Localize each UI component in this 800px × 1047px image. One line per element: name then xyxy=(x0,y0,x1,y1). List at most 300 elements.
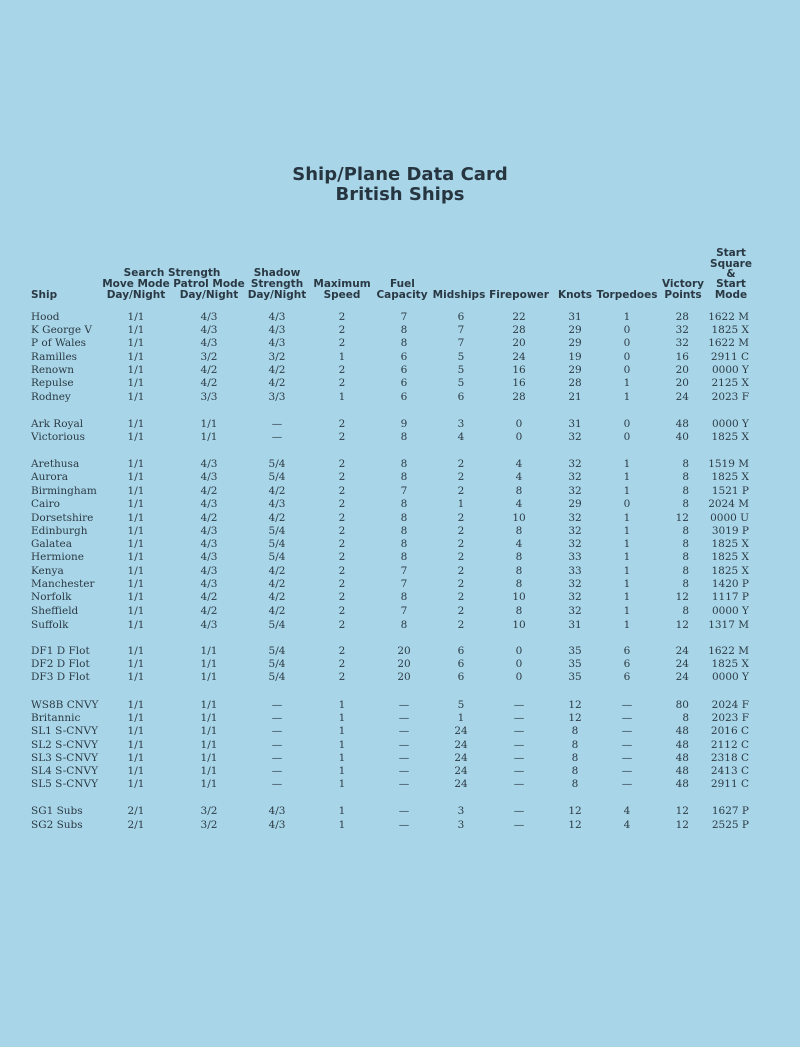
cell-victory-points: 24 xyxy=(675,391,689,403)
cell-move-mode: 1/1 xyxy=(127,485,145,497)
cell-ship-name: Britannic xyxy=(31,712,81,724)
cell-start-square: 1825 X xyxy=(711,471,749,483)
cell-max-speed: 2 xyxy=(338,551,346,563)
cell-move-mode: 1/1 xyxy=(127,778,145,790)
cell-start-square: 1627 P xyxy=(711,805,749,817)
cell-move-mode: 1/1 xyxy=(127,752,145,764)
cell-knots: 28 xyxy=(568,377,582,389)
cell-knots: 32 xyxy=(568,471,582,483)
cell-midships: 3 xyxy=(457,805,465,817)
cell-midships: 2 xyxy=(457,525,465,537)
header-shadow-2: Strength xyxy=(250,278,304,290)
cell-firepower: 28 xyxy=(512,391,526,403)
cell-patrol-mode: 4/3 xyxy=(200,324,218,336)
cell-patrol-mode: 4/3 xyxy=(200,498,218,510)
cell-move-mode: 1/1 xyxy=(127,658,145,670)
header-fuel-2: Capacity xyxy=(376,289,428,301)
cell-knots: 29 xyxy=(568,364,582,376)
header-ship: Ship xyxy=(31,289,58,301)
cell-knots: 32 xyxy=(568,512,582,524)
cell-victory-points: 8 xyxy=(682,525,689,537)
cell-fuel-capacity: 8 xyxy=(400,512,408,524)
cell-victory-points: 24 xyxy=(675,645,689,657)
cell-move-mode: 1/1 xyxy=(127,538,145,550)
cell-victory-points: 8 xyxy=(682,458,689,470)
cell-victory-points: 80 xyxy=(675,699,689,711)
cell-knots: 35 xyxy=(568,658,582,670)
cell-start-square: 1117 P xyxy=(711,591,749,603)
cell-move-mode: 1/1 xyxy=(127,418,145,430)
cell-fuel-capacity: 8 xyxy=(400,337,408,349)
cell-shadow-strength: 4/3 xyxy=(268,337,286,349)
cell-patrol-mode: 1/1 xyxy=(200,712,218,724)
cell-fuel-capacity: 8 xyxy=(400,471,408,483)
cell-victory-points: 8 xyxy=(682,471,689,483)
cell-midships: 1 xyxy=(457,498,465,510)
cell-torpedoes: 6 xyxy=(623,658,631,670)
cell-max-speed: 2 xyxy=(338,418,346,430)
cell-firepower: 8 xyxy=(515,605,523,617)
cell-max-speed: 2 xyxy=(338,512,346,524)
cell-move-mode: 1/1 xyxy=(127,431,145,443)
cell-midships: 6 xyxy=(457,671,465,683)
cell-ship-name: SL4 S-CNVY xyxy=(31,765,99,777)
cell-midships: 3 xyxy=(457,819,465,831)
cell-firepower: 8 xyxy=(515,565,523,577)
cell-max-speed: 2 xyxy=(338,364,346,376)
header-knots: Knots xyxy=(557,289,593,301)
cell-max-speed: 2 xyxy=(338,619,346,631)
cell-knots: 33 xyxy=(568,565,582,577)
cell-torpedoes: 1 xyxy=(623,471,631,483)
cell-victory-points: 48 xyxy=(675,418,689,430)
cell-ship-name: Rodney xyxy=(31,391,71,403)
cell-knots: 32 xyxy=(568,538,582,550)
cell-shadow-strength: — xyxy=(271,431,283,443)
cell-torpedoes: 0 xyxy=(623,351,631,363)
cell-midships: 7 xyxy=(457,324,465,336)
cell-patrol-mode: 4/3 xyxy=(200,311,218,323)
cell-shadow-strength: 3/2 xyxy=(268,351,286,363)
cell-torpedoes: — xyxy=(621,765,633,777)
cell-ship-name: Norfolk xyxy=(31,591,72,603)
cell-max-speed: 1 xyxy=(338,712,346,724)
cell-shadow-strength: — xyxy=(271,725,283,737)
cell-move-mode: 1/1 xyxy=(127,671,145,683)
cell-patrol-mode: 4/3 xyxy=(200,565,218,577)
cell-victory-points: 8 xyxy=(682,485,689,497)
cell-firepower: 10 xyxy=(512,512,526,524)
cell-midships: 24 xyxy=(454,778,468,790)
cell-fuel-capacity: — xyxy=(398,739,410,751)
cell-ship-name: DF2 D Flot xyxy=(31,658,90,670)
cell-torpedoes: 1 xyxy=(623,485,631,497)
cell-torpedoes: 0 xyxy=(623,498,631,510)
cell-start-square: 0000 Y xyxy=(712,418,749,430)
cell-patrol-mode: 1/1 xyxy=(200,752,218,764)
cell-victory-points: 12 xyxy=(675,619,689,631)
header-fuel-1: Fuel xyxy=(390,278,415,290)
cell-knots: 31 xyxy=(568,311,582,323)
cell-patrol-mode: 1/1 xyxy=(200,658,218,670)
cell-max-speed: 1 xyxy=(338,699,346,711)
cell-torpedoes: 1 xyxy=(623,391,631,403)
cell-move-mode: 1/1 xyxy=(127,458,145,470)
cell-fuel-capacity: 7 xyxy=(400,565,408,577)
cell-firepower: 8 xyxy=(515,551,523,563)
cell-firepower: 0 xyxy=(515,671,523,683)
cell-shadow-strength: 4/3 xyxy=(268,311,286,323)
cell-shadow-strength: 5/4 xyxy=(268,538,286,550)
cell-knots: 32 xyxy=(568,578,582,590)
cell-knots: 32 xyxy=(568,525,582,537)
cell-firepower: 10 xyxy=(512,619,526,631)
cell-ship-name: Renown xyxy=(31,364,74,376)
cell-patrol-mode: 1/1 xyxy=(200,645,218,657)
cell-knots: 33 xyxy=(568,551,582,563)
cell-midships: 2 xyxy=(457,512,465,524)
cell-shadow-strength: 4/2 xyxy=(268,565,286,577)
cell-start-square: 2024 F xyxy=(711,699,749,711)
cell-fuel-capacity: — xyxy=(398,765,410,777)
cell-midships: 4 xyxy=(457,431,465,443)
cell-ship-name: Repulse xyxy=(31,377,74,389)
cell-move-mode: 1/1 xyxy=(127,391,145,403)
cell-move-mode: 1/1 xyxy=(127,551,145,563)
cell-torpedoes: 0 xyxy=(623,364,631,376)
cell-shadow-strength: 5/4 xyxy=(268,671,286,683)
cell-torpedoes: 6 xyxy=(623,645,631,657)
header-move-mode-sub: Day/Night xyxy=(106,289,166,301)
cell-fuel-capacity: 8 xyxy=(400,591,408,603)
cell-knots: 32 xyxy=(568,431,582,443)
cell-midships: 5 xyxy=(457,377,465,389)
cell-ship-name: SL5 S-CNVY xyxy=(31,778,99,790)
cell-patrol-mode: 1/1 xyxy=(200,739,218,751)
cell-firepower: 22 xyxy=(512,311,526,323)
cell-fuel-capacity: — xyxy=(398,805,410,817)
cell-patrol-mode: 4/2 xyxy=(200,605,218,617)
cell-fuel-capacity: 8 xyxy=(400,498,408,510)
cell-firepower: 8 xyxy=(515,485,523,497)
cell-torpedoes: — xyxy=(621,778,633,790)
cell-move-mode: 1/1 xyxy=(127,725,145,737)
cell-firepower: 0 xyxy=(515,645,523,657)
cell-max-speed: 1 xyxy=(338,752,346,764)
cell-ship-name: P of Wales xyxy=(31,337,87,349)
cell-shadow-strength: 4/2 xyxy=(268,605,286,617)
cell-shadow-strength: 4/2 xyxy=(268,485,286,497)
cell-fuel-capacity: 20 xyxy=(397,671,411,683)
cell-torpedoes: 0 xyxy=(623,337,631,349)
cell-max-speed: 2 xyxy=(338,658,346,670)
cell-fuel-capacity: 7 xyxy=(400,578,408,590)
cell-victory-points: 48 xyxy=(675,778,689,790)
cell-fuel-capacity: 8 xyxy=(400,551,408,563)
cell-fuel-capacity: 6 xyxy=(400,377,408,389)
cell-move-mode: 1/1 xyxy=(127,645,145,657)
title-line-1: Ship/Plane Data Card xyxy=(292,164,508,185)
cell-start-square: 2112 C xyxy=(710,739,749,751)
header-move-mode: Move Mode xyxy=(102,278,170,290)
cell-midships: 2 xyxy=(457,551,465,563)
cell-ship-name: Edinburgh xyxy=(31,525,88,537)
cell-torpedoes: 4 xyxy=(623,805,631,817)
cell-midships: 24 xyxy=(454,765,468,777)
cell-patrol-mode: 4/3 xyxy=(200,471,218,483)
cell-start-square: 2024 M xyxy=(708,498,749,510)
cell-max-speed: 2 xyxy=(338,311,346,323)
cell-firepower: 8 xyxy=(515,525,523,537)
cell-ship-name: DF1 D Flot xyxy=(31,645,90,657)
cell-knots: 32 xyxy=(568,458,582,470)
cell-max-speed: 2 xyxy=(338,578,346,590)
cell-start-square: 0000 Y xyxy=(712,671,749,683)
header-start-3: & xyxy=(726,268,736,280)
cell-victory-points: 48 xyxy=(675,739,689,751)
cell-firepower: — xyxy=(513,805,525,817)
cell-firepower: — xyxy=(513,819,525,831)
cell-torpedoes: — xyxy=(621,712,633,724)
cell-ship-name: Manchester xyxy=(31,578,95,590)
cell-ship-name: SL3 S-CNVY xyxy=(31,752,99,764)
cell-knots: 29 xyxy=(568,337,582,349)
cell-max-speed: 2 xyxy=(338,565,346,577)
cell-firepower: 0 xyxy=(515,418,523,430)
cell-midships: 6 xyxy=(457,658,465,670)
cell-fuel-capacity: — xyxy=(398,778,410,790)
cell-torpedoes: 6 xyxy=(623,671,631,683)
cell-midships: 5 xyxy=(457,364,465,376)
cell-midships: 1 xyxy=(457,712,465,724)
cell-torpedoes: 1 xyxy=(623,377,631,389)
cell-patrol-mode: 4/3 xyxy=(200,525,218,537)
cell-move-mode: 1/1 xyxy=(127,471,145,483)
cell-patrol-mode: 4/3 xyxy=(200,458,218,470)
cell-firepower: 4 xyxy=(515,498,523,510)
cell-move-mode: 1/1 xyxy=(127,619,145,631)
header-victory-2: Points xyxy=(664,289,702,301)
cell-shadow-strength: 4/2 xyxy=(268,591,286,603)
cell-fuel-capacity: 8 xyxy=(400,458,408,470)
cell-shadow-strength: — xyxy=(271,699,283,711)
cell-max-speed: 2 xyxy=(338,671,346,683)
cell-knots: 32 xyxy=(568,605,582,617)
cell-start-square: 3019 P xyxy=(711,525,749,537)
cell-midships: 5 xyxy=(457,699,465,711)
cell-midships: 24 xyxy=(454,725,468,737)
cell-ship-name: Victorious xyxy=(31,431,86,443)
header-shadow-1: Shadow xyxy=(253,267,301,279)
cell-move-mode: 1/1 xyxy=(127,498,145,510)
cell-move-mode: 1/1 xyxy=(127,712,145,724)
cell-torpedoes: 1 xyxy=(623,551,631,563)
cell-start-square: 0000 Y xyxy=(712,364,749,376)
cell-knots: 19 xyxy=(568,351,582,363)
cell-firepower: 4 xyxy=(515,538,523,550)
cell-fuel-capacity: 8 xyxy=(400,619,408,631)
cell-start-square: 1420 P xyxy=(711,578,749,590)
cell-max-speed: 2 xyxy=(338,605,346,617)
cell-midships: 24 xyxy=(454,752,468,764)
cell-ship-name: SG2 Subs xyxy=(31,819,83,831)
cell-start-square: 1519 M xyxy=(708,458,749,470)
cell-midships: 6 xyxy=(457,645,465,657)
cell-start-square: 1825 X xyxy=(711,658,749,670)
cell-ship-name: Suffolk xyxy=(31,619,69,631)
cell-knots: 8 xyxy=(571,752,579,764)
cell-patrol-mode: 1/1 xyxy=(200,765,218,777)
cell-torpedoes: — xyxy=(621,752,633,764)
cell-fuel-capacity: 8 xyxy=(400,324,408,336)
cell-torpedoes: 1 xyxy=(623,512,631,524)
cell-knots: 35 xyxy=(568,671,582,683)
header-firepower: Firepower xyxy=(489,289,549,301)
cell-start-square: 1825 X xyxy=(711,551,749,563)
header-midships: Midships xyxy=(432,289,486,301)
cell-move-mode: 1/1 xyxy=(127,324,145,336)
cell-patrol-mode: 3/3 xyxy=(200,391,218,403)
cell-victory-points: 12 xyxy=(675,512,689,524)
cell-victory-points: 20 xyxy=(675,377,689,389)
cell-victory-points: 8 xyxy=(682,712,689,724)
cell-ship-name: Ark Royal xyxy=(31,418,84,430)
cell-firepower: — xyxy=(513,725,525,737)
header-patrol-mode-sub: Day/Night xyxy=(179,289,239,301)
cell-victory-points: 24 xyxy=(675,658,689,670)
cell-move-mode: 1/1 xyxy=(127,311,145,323)
cell-shadow-strength: — xyxy=(271,712,283,724)
cell-firepower: — xyxy=(513,765,525,777)
header-search-strength: Search Strength xyxy=(123,267,221,279)
cell-midships: 2 xyxy=(457,578,465,590)
cell-patrol-mode: 3/2 xyxy=(200,819,218,831)
header-start-1: Start xyxy=(716,247,746,259)
cell-patrol-mode: 1/1 xyxy=(200,431,218,443)
cell-start-square: 2023 F xyxy=(711,712,749,724)
cell-move-mode: 1/1 xyxy=(127,591,145,603)
cell-start-square: 2023 F xyxy=(711,391,749,403)
cell-firepower: 20 xyxy=(512,337,526,349)
cell-victory-points: 8 xyxy=(682,578,689,590)
cell-start-square: 1825 X xyxy=(711,431,749,443)
cell-shadow-strength: 5/4 xyxy=(268,471,286,483)
cell-shadow-strength: — xyxy=(271,778,283,790)
cell-torpedoes: 1 xyxy=(623,311,631,323)
cell-max-speed: 1 xyxy=(338,739,346,751)
cell-shadow-strength: — xyxy=(271,765,283,777)
cell-knots: 32 xyxy=(568,485,582,497)
header-max-speed-2: Speed xyxy=(323,289,361,301)
cell-firepower: 0 xyxy=(515,658,523,670)
cell-start-square: 2016 C xyxy=(710,725,749,737)
cell-victory-points: 8 xyxy=(682,538,689,550)
cell-max-speed: 1 xyxy=(338,391,346,403)
cell-midships: 6 xyxy=(457,391,465,403)
cell-knots: 12 xyxy=(568,805,582,817)
cell-midships: 7 xyxy=(457,337,465,349)
cell-shadow-strength: 4/2 xyxy=(268,578,286,590)
cell-victory-points: 32 xyxy=(675,324,689,336)
cell-fuel-capacity: — xyxy=(398,752,410,764)
cell-midships: 2 xyxy=(457,485,465,497)
cell-midships: 24 xyxy=(454,739,468,751)
cell-max-speed: 2 xyxy=(338,324,346,336)
cell-shadow-strength: — xyxy=(271,752,283,764)
cell-move-mode: 1/1 xyxy=(127,739,145,751)
cell-max-speed: 1 xyxy=(338,725,346,737)
cell-max-speed: 2 xyxy=(338,431,346,443)
cell-move-mode: 1/1 xyxy=(127,578,145,590)
cell-firepower: — xyxy=(513,752,525,764)
cell-knots: 12 xyxy=(568,819,582,831)
cell-move-mode: 1/1 xyxy=(127,565,145,577)
header-max-speed-1: Maximum xyxy=(313,278,371,290)
cell-shadow-strength: 4/2 xyxy=(268,364,286,376)
cell-midships: 2 xyxy=(457,565,465,577)
cell-victory-points: 48 xyxy=(675,765,689,777)
cell-firepower: 0 xyxy=(515,431,523,443)
cell-ship-name: Cairo xyxy=(31,498,60,510)
cell-start-square: 1622 M xyxy=(708,337,749,349)
cell-shadow-strength: 5/4 xyxy=(268,458,286,470)
cell-firepower: — xyxy=(513,712,525,724)
cell-max-speed: 2 xyxy=(338,498,346,510)
cell-knots: 29 xyxy=(568,324,582,336)
cell-patrol-mode: 3/2 xyxy=(200,351,218,363)
header-start-2: Square xyxy=(710,258,752,270)
cell-knots: 35 xyxy=(568,645,582,657)
cell-victory-points: 16 xyxy=(675,351,689,363)
cell-shadow-strength: 5/4 xyxy=(268,619,286,631)
header-start-4: Start xyxy=(716,278,746,290)
cell-fuel-capacity: 6 xyxy=(400,351,408,363)
cell-max-speed: 2 xyxy=(338,337,346,349)
cell-torpedoes: 1 xyxy=(623,578,631,590)
cell-patrol-mode: 4/3 xyxy=(200,337,218,349)
cell-move-mode: 1/1 xyxy=(127,525,145,537)
cell-ship-name: Aurora xyxy=(31,471,68,483)
cell-torpedoes: 1 xyxy=(623,565,631,577)
cell-move-mode: 1/1 xyxy=(127,512,145,524)
cell-move-mode: 1/1 xyxy=(127,605,145,617)
cell-max-speed: 1 xyxy=(338,805,346,817)
cell-ship-name: Hood xyxy=(31,311,60,323)
cell-knots: 32 xyxy=(568,591,582,603)
cell-start-square: 1622 M xyxy=(708,311,749,323)
cell-patrol-mode: 4/2 xyxy=(200,364,218,376)
cell-fuel-capacity: — xyxy=(398,725,410,737)
cell-firepower: 16 xyxy=(512,377,526,389)
cell-shadow-strength: 5/4 xyxy=(268,551,286,563)
cell-torpedoes: 1 xyxy=(623,605,631,617)
cell-shadow-strength: — xyxy=(271,739,283,751)
cell-max-speed: 2 xyxy=(338,525,346,537)
cell-firepower: 8 xyxy=(515,578,523,590)
cell-torpedoes: 1 xyxy=(623,538,631,550)
cell-midships: 5 xyxy=(457,351,465,363)
cell-shadow-strength: 5/4 xyxy=(268,525,286,537)
cell-patrol-mode: 4/3 xyxy=(200,538,218,550)
cell-fuel-capacity: 7 xyxy=(400,605,408,617)
cell-knots: 12 xyxy=(568,712,582,724)
cell-firepower: 24 xyxy=(512,351,526,363)
cell-max-speed: 2 xyxy=(338,645,346,657)
cell-max-speed: 1 xyxy=(338,778,346,790)
title-line-2: British Ships xyxy=(335,184,465,205)
header-start-5: Mode xyxy=(714,289,748,301)
cell-fuel-capacity: 8 xyxy=(400,525,408,537)
